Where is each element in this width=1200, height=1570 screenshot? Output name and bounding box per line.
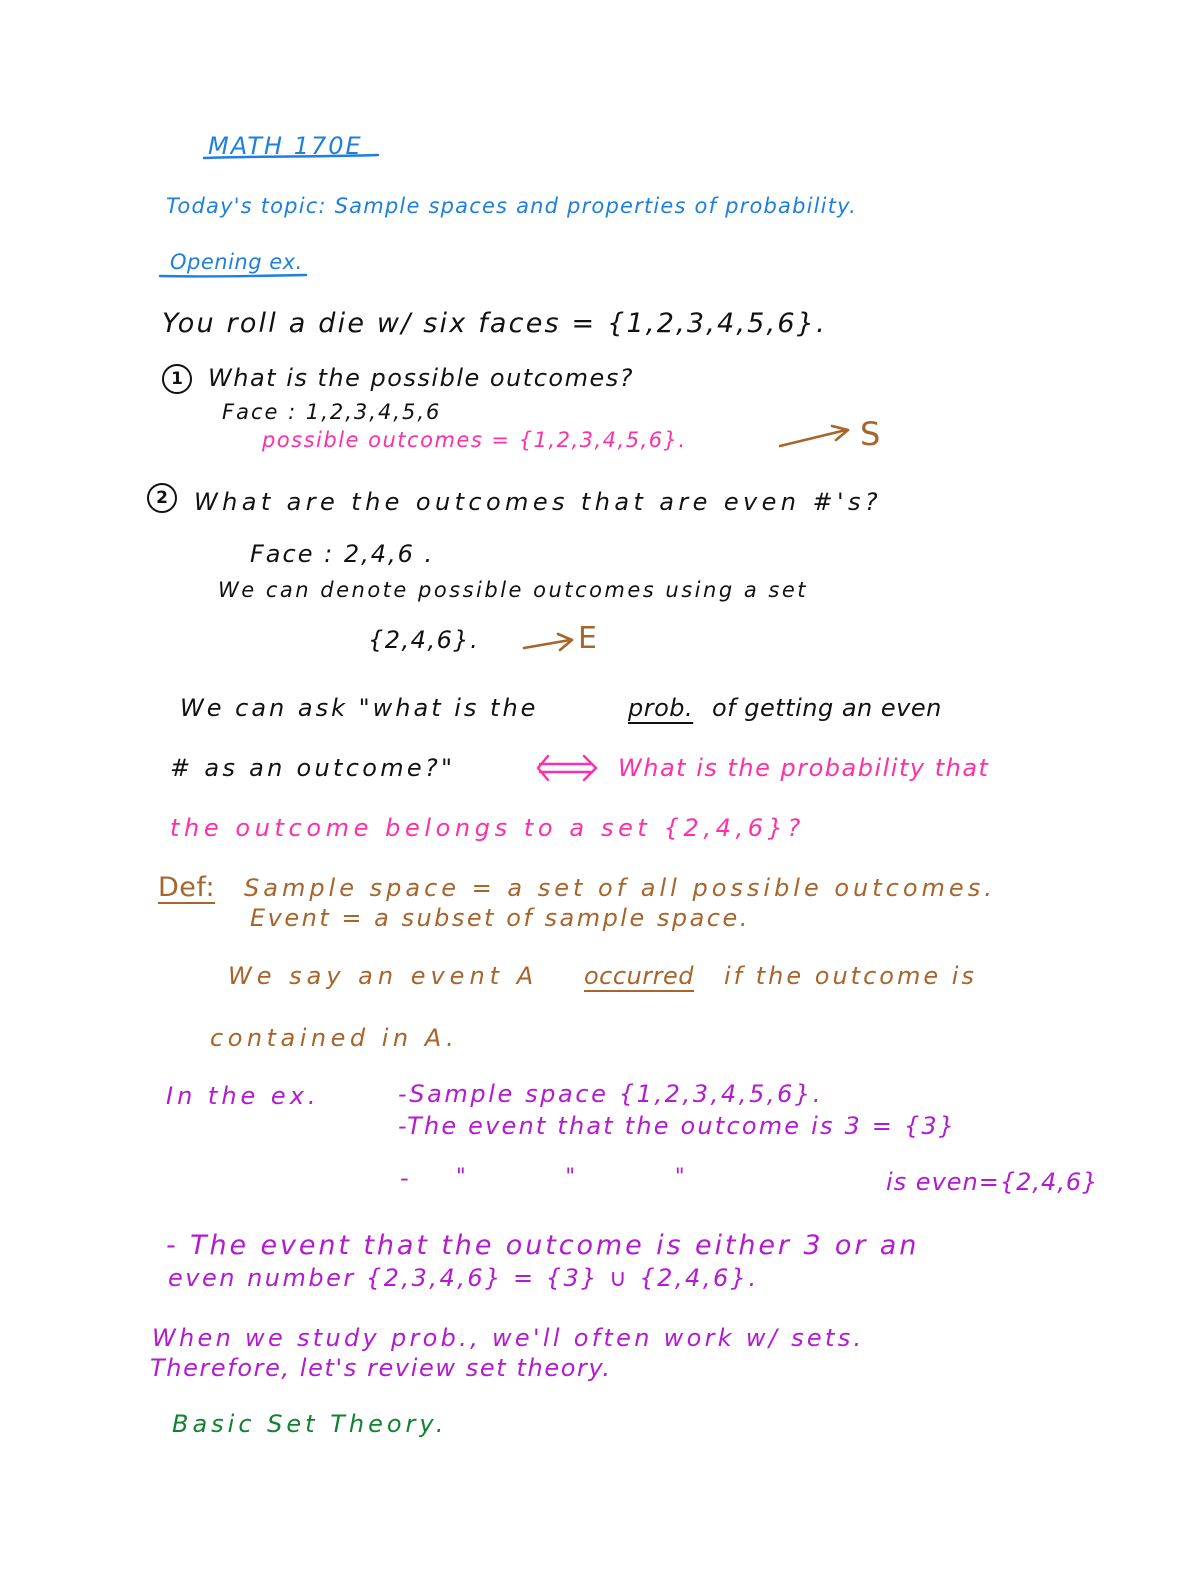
ask-line-2-pink: What is the probability that	[618, 754, 990, 782]
ask-line-2-black: # as an outcome?"	[170, 754, 456, 782]
example-lead: In the ex.	[166, 1082, 320, 1110]
example-event-even: is even={2,4,6}	[886, 1168, 1099, 1196]
ask-line-1a: We can ask "what is the	[180, 694, 539, 722]
die-roll-statement: You roll a die w/ six faces = {1,2,3,4,5,6}.	[162, 308, 827, 339]
question-1-number: 1	[162, 364, 192, 394]
arrow-to-S	[780, 430, 846, 446]
question-1-text: What is the possible outcomes?	[208, 364, 634, 392]
question-1-faces: Face : 1,2,3,4,5,6	[222, 400, 442, 424]
basic-set-theory-heading: Basic Set Theory.	[172, 1410, 448, 1438]
sample-space-label-S: S	[860, 415, 881, 453]
iff-arrow	[538, 756, 596, 780]
topic-line: Today's topic: Sample spaces and properties of probability.	[166, 194, 858, 218]
question-2-faces: Face : 2,4,6 .	[250, 540, 435, 568]
even-set: {2,4,6}.	[368, 626, 480, 654]
definition-label: Def:	[158, 872, 216, 903]
example-sample-space: -Sample space {1,2,3,4,5,6}.	[398, 1080, 824, 1108]
event-definition: Event = a subset of sample space.	[250, 904, 750, 932]
arrow-to-E-head	[558, 634, 572, 650]
arrow-to-S-head	[832, 426, 848, 440]
opening-underline	[160, 275, 306, 276]
course-title: MATH 170E	[208, 132, 363, 160]
example-ditto-marks: " " "	[456, 1164, 688, 1188]
event-label-E: E	[578, 621, 598, 656]
possible-outcomes-set: possible outcomes = {1,2,3,4,5,6}.	[262, 428, 687, 452]
occurred-line-1a: We say an event A	[228, 962, 539, 990]
occurred-line-1b: if the outcome is	[724, 962, 977, 990]
occurred-line-2: contained in A.	[210, 1024, 459, 1052]
either-line-1: - The event that the outcome is either 3 or an	[166, 1230, 920, 1261]
sets-line-2: Therefore, let's review set theory.	[150, 1354, 612, 1382]
denote-statement: We can denote possible outcomes using a set	[218, 578, 808, 602]
example-event-three: -The event that the outcome is 3 = {3}	[398, 1112, 957, 1140]
question-2-text: What are the outcomes that are even #'s?	[194, 488, 882, 516]
either-line-2: even number {2,3,4,6} = {3} ∪ {2,4,6}.	[168, 1264, 759, 1292]
ask-prob-word: prob.	[628, 694, 694, 722]
question-2-number: 2	[147, 483, 177, 513]
occurred-word: occurred	[584, 962, 695, 990]
arrow-to-E	[524, 640, 570, 648]
sample-space-definition: Sample space = a set of all possible outcomes.	[244, 874, 996, 902]
example-ditto-dash: -	[400, 1164, 410, 1192]
sets-line-1: When we study prob., we'll often work w/ sets.	[152, 1324, 865, 1352]
ask-line-1b: of getting an even	[712, 694, 942, 722]
opening-example-heading: Opening ex.	[170, 250, 303, 274]
ask-line-3-pink: the outcome belongs to a set {2,4,6}?	[170, 814, 805, 842]
